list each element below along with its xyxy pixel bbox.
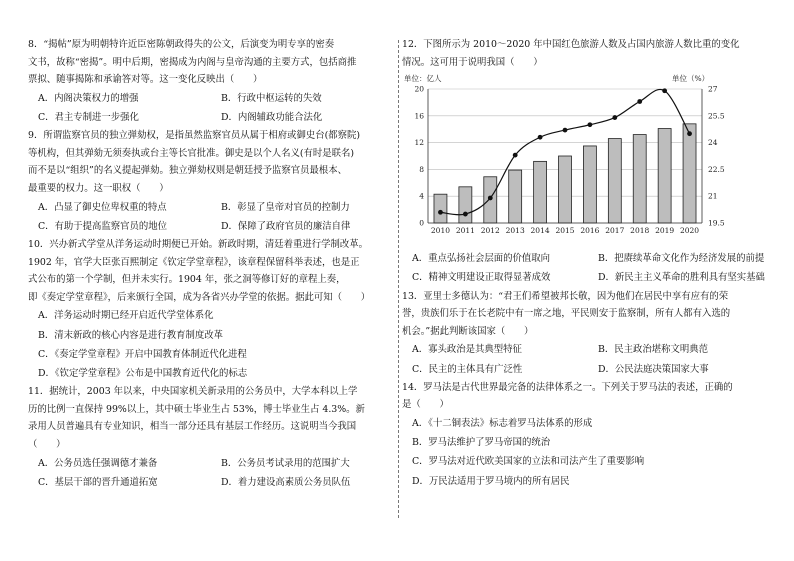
question-10-line-1: 10．兴办新式学堂从洋务运动时期便已开始。新政时期，清廷着重进行学制改革。: [28, 238, 369, 250]
right-tick-label: 25.5: [708, 111, 725, 121]
question-14-line-1: 14．罗马法是古代世界最完备的法律体系之一。下列关于罗马法的表述，正确的: [402, 381, 733, 393]
question-10-option-d[interactable]: D．《钦定学堂章程》公布是中国教育近代化的标志: [38, 367, 248, 379]
ratio-point: [538, 135, 543, 140]
question-9-line-2: 等机构，但其弹劾无须奏执或台主等长官批准。御史是以个人名义(有时是联名): [28, 147, 355, 159]
question-10-line-4: 即《奏定学堂章程》，后来颁行全国，成为各省兴办学堂的依据。据此可知（ ）: [28, 291, 371, 303]
question-8-line-2: 文书，故称“密揭”。明中后期，密揭成为内阁与皇帝沟通的主要方式，包括商推: [28, 56, 357, 68]
question-12-line-2: 情况。这可用于说明我国（ ）: [402, 56, 543, 68]
ratio-point: [488, 196, 493, 201]
left-column: [28, 36, 394, 492]
question-10-line-3: 式公布的第一个学制，但并未实行。1904 年，张之洞等修订好的章程上奏，: [28, 274, 346, 286]
question-12: [402, 36, 774, 288]
column-divider: [398, 40, 399, 518]
bar: [583, 146, 596, 223]
bar: [534, 162, 547, 224]
left-tick-label: 20: [414, 84, 424, 94]
question-13-line-2: 誉，贵族们乐于在长老院中有一席之地，平民则安于监察制，所有人都有入选的: [402, 308, 731, 320]
ratio-point: [438, 210, 443, 215]
question-13-option-a[interactable]: A．寡头政治是其典型特征: [412, 344, 522, 356]
question-11-line-3: 录用人员普遍具有专业知识，相当一部分还具有基层工作经历。这说明当今我国: [28, 421, 357, 433]
question-9-option-a[interactable]: A．凸显了御史位卑权重的特点: [38, 201, 167, 213]
right-tick-label: 22.5: [708, 165, 725, 175]
question-13: [402, 288, 774, 379]
question-11-option-a[interactable]: A．公务员选任强调德才兼备: [38, 457, 158, 469]
question-14-option-c[interactable]: C．罗马法对近代欧美国家的立法和司法产生了重要影响: [412, 456, 645, 468]
question-13-line-3: 机会。”据此判断该国家（ ）: [402, 325, 534, 337]
bar: [658, 129, 671, 223]
right-tick-label: 21: [708, 191, 718, 201]
ratio-point: [612, 115, 617, 120]
question-11-option-b[interactable]: B．公务员考试录用的范围扩大: [221, 457, 350, 469]
question-8-option-b[interactable]: B．行政中枢运转的失效: [221, 92, 322, 104]
question-13-option-d[interactable]: D．公民法庭决策国家大事: [598, 363, 709, 375]
question-14-option-a[interactable]: A．《十二铜表法》标志着罗马法体系的形成: [412, 417, 593, 429]
chart-bars: [434, 124, 696, 223]
question-13-option-c[interactable]: C．民主的主体具有广泛性: [412, 363, 523, 375]
question-8-option-d[interactable]: D．内阁辅政功能合法化: [221, 111, 323, 123]
bar: [608, 139, 621, 223]
bar: [509, 170, 522, 223]
tourism-chart-svg: [402, 73, 774, 249]
question-10: [28, 236, 394, 383]
question-9-line-4: 最重要的权力。这一职权（ ）: [28, 182, 169, 194]
question-9-option-d[interactable]: D．保障了政府官员的廉洁自律: [221, 220, 351, 232]
question-14-option-d[interactable]: D．万民法适用于罗马境内的所有居民: [412, 475, 570, 487]
left-tick-label: 12: [414, 138, 424, 148]
question-14-line-2: 是（ ）: [402, 399, 449, 411]
question-9: [28, 127, 394, 236]
question-8-line-3: 票拟、随事揭陈和承谕答对等。这一变化反映出（ ）: [28, 74, 263, 86]
question-9-option-c[interactable]: C．有助于提高监察官员的地位: [38, 220, 168, 232]
x-tick-label: 2013: [505, 226, 525, 236]
question-11: [28, 383, 394, 492]
bar: [559, 156, 572, 223]
question-13-option-b[interactable]: B．民主政治堪称文明典范: [598, 344, 709, 356]
ratio-point: [588, 123, 593, 128]
bar: [434, 194, 447, 223]
right-tick-label: 24: [708, 138, 718, 148]
ratio-point: [463, 212, 468, 217]
question-9-line-1: 9．所谓监察官员的独立弹劾权，是指虽然监察官员从属于相府或御史台(都察院): [28, 130, 361, 142]
right-tick-label: 27: [708, 84, 718, 94]
bar: [683, 124, 696, 223]
left-tick-label: 0: [419, 218, 424, 228]
question-13-line-1: 13．亚里士多德认为：“君王们希望被邦长敬，因为他们在居民中享有应有的荣: [402, 290, 729, 302]
bar: [459, 187, 472, 223]
question-8-line-1: 8．“揭帖”原为明朝特许近臣密陈朝政得失的公文，后演变为明专享的密奏: [28, 39, 335, 50]
ratio-point: [513, 153, 518, 158]
x-tick-label: 2018: [630, 226, 650, 236]
left-tick-label: 8: [419, 165, 424, 175]
question-12-option-a[interactable]: A．重点弘扬社会层面的价值取向: [412, 253, 551, 265]
tourism-chart: [402, 73, 774, 249]
x-tick-label: 2017: [605, 226, 625, 236]
right-tick-label: 19.5: [708, 218, 725, 228]
question-12-line-1: 12．下图所示为 2010～2020 年中国红色旅游人数及占国内旅游人数比重的变化: [402, 39, 740, 50]
question-10-option-b[interactable]: B．清末新政的核心内容是进行教育制度改革: [38, 329, 224, 341]
question-8: [28, 36, 394, 127]
left-tick-label: 16: [414, 111, 424, 121]
question-11-line-1: 11．据统计，2003 年以来，中央国家机关新录用的公务员中，大学本科以上学: [28, 386, 358, 398]
right-column: [402, 36, 774, 491]
question-11-line-2: 历的比例一直保持 99%以上，其中硕士毕业生占 53%，博士毕业生占 4.3%。新: [28, 403, 365, 415]
x-tick-label: 2020: [679, 226, 700, 236]
question-8-option-a[interactable]: A．内阁决策权力的增强: [38, 92, 139, 104]
question-11-option-c[interactable]: C．基层干部的晋升通道拓宽: [38, 476, 158, 488]
x-tick-label: 2019: [655, 226, 675, 236]
ratio-point: [687, 131, 692, 136]
question-12-option-d[interactable]: D．新民主主义革命的胜利具有坚实基础: [598, 272, 765, 284]
question-12-option-b[interactable]: B．把赓续革命文化作为经济发展的前提: [598, 253, 765, 265]
question-14-option-b[interactable]: B．罗马法维护了罗马帝国的统治: [412, 437, 551, 449]
question-10-option-a[interactable]: A．洋务运动时期已经开启近代学堂体系化: [38, 310, 214, 322]
x-tick-label: 2014: [530, 226, 550, 236]
question-10-line-2: 1902 年，官学大臣张百熙制定《钦定学堂章程》，该章程保留科举表述，也是正: [28, 256, 360, 268]
x-tick-label: 2015: [555, 226, 575, 236]
question-9-option-b[interactable]: B．彰显了皇帝对官员的控制力: [221, 201, 350, 213]
question-11-option-d[interactable]: D．着力建设高素质公务员队伍: [221, 476, 351, 488]
question-12-option-c[interactable]: C．精神文明建设正取得显著成效: [412, 272, 551, 284]
ratio-point: [662, 89, 667, 94]
x-tick-label: 2016: [580, 226, 600, 236]
bar: [633, 135, 646, 223]
x-tick-label: 2011: [455, 226, 475, 236]
ratio-point: [637, 99, 642, 104]
question-9-line-3: 而不是以“组织”的名义提起弹劾。独立弹劾权则是朝廷授予监察官员最根本、: [28, 165, 347, 177]
x-tick-label: 2010: [430, 226, 451, 236]
question-10-option-c[interactable]: C．《奏定学堂章程》开启中国教育体制近代化进程: [38, 348, 247, 360]
right-axis-unit: 单位（%）: [672, 74, 710, 84]
ratio-point: [563, 128, 568, 133]
question-8-option-c[interactable]: C．君主专制进一步强化: [38, 111, 139, 123]
left-tick-label: 4: [419, 191, 424, 201]
question-11-line-4: （ ）: [28, 438, 66, 450]
left-axis-unit: 单位：亿人: [404, 74, 442, 84]
question-14: [402, 379, 774, 491]
x-tick-label: 2012: [480, 226, 500, 236]
